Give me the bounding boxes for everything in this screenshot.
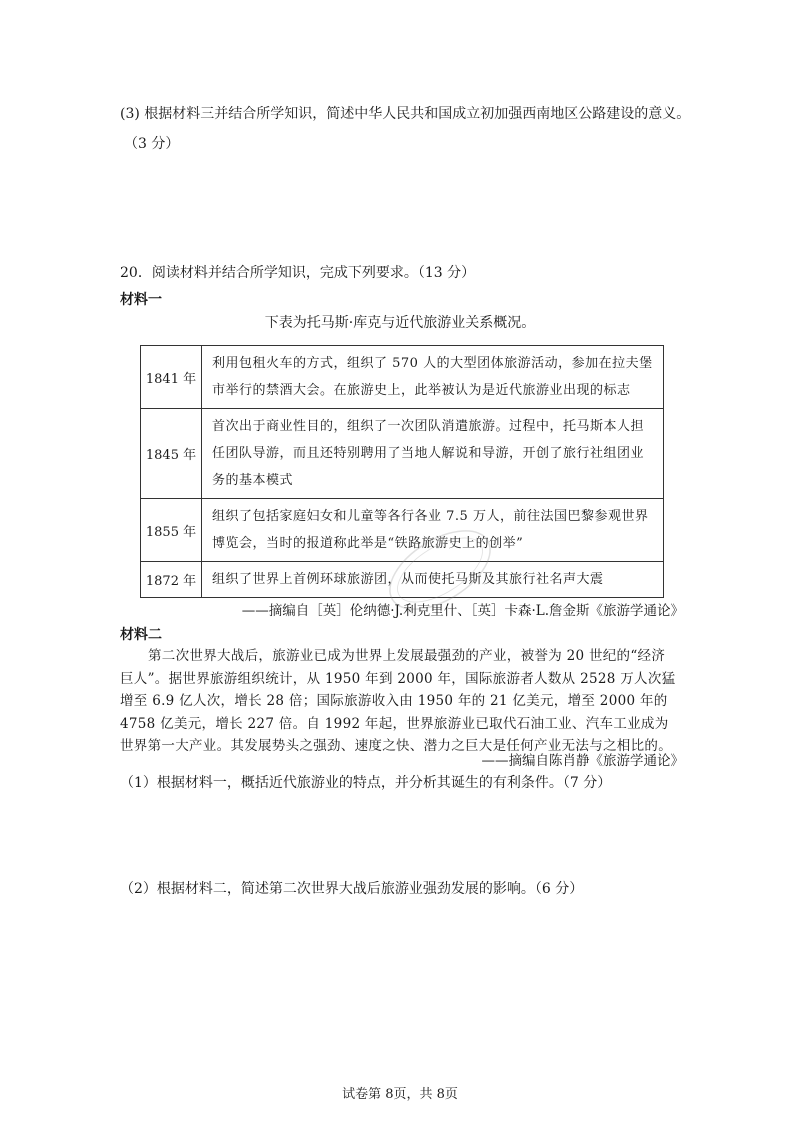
description-cell: 利用包租火车的方式，组织了 570 人的大型团体旅游活动，参加在拉夫堡市举行的禁酒大会。在旅游史上，此举被认为是近代旅游业出现的标志 bbox=[202, 346, 664, 409]
page-footer: 试卷第 8页，共 8页 bbox=[342, 1087, 458, 1102]
year-cell: 1872 年 bbox=[141, 562, 202, 598]
year-cell: 1845 年 bbox=[141, 409, 202, 499]
question-3-score: （3 分） bbox=[124, 136, 180, 152]
material-2-source: ——摘编自陈肖静《旅游学通论》 bbox=[481, 753, 684, 769]
year-cell: 1841 年 bbox=[141, 346, 202, 409]
description-cell: 组织了包括家庭妇女和儿童等各行各业 7.5 万人，前往法国巴黎参观世界博览会，当时的报道称此举是“铁路旅游史上的创举” bbox=[202, 499, 664, 562]
sub-question-1: （1）根据材料一，概括近代旅游业的特点，并分析其诞生的有利条件。（7 分） bbox=[120, 775, 612, 791]
description-cell: 首次出于商业性目的，组织了一次团队消遣旅游。过程中，托马斯本人担任团队导游，而且还特别聘用了当地人解说和导游，开创了旅行社组团业务的基本模式 bbox=[202, 409, 664, 499]
material-2-body: 第二次世界大战后，旅游业已成为世界上发展最强劲的产业，被誉为 20 世纪的“经济巨人”。据世界旅游组织统计，从 1950 年到 2000 年，国际旅游者人数从 2528 万人次猛增至 6.9 亿人次，增长 28 倍；国际旅游收入由 1950 年的 21 亿美元，增至 2000 年的 4758 亿美元，增长 227 倍。自 1992 年起，世界旅游业已取代石油工业、汽车工业成为世界第一大产业。其发展势头之强劲、速度之快、潜力之巨大是任何产业无法与之相比的。 bbox=[120, 648, 676, 754]
table-row bbox=[141, 346, 664, 409]
question-20-title: 20．阅读材料并结合所学知识，完成下列要求。（13 分） bbox=[120, 265, 476, 281]
description-cell: 组织了世界上首例环球旅游团，从而使托马斯及其旅行社名声大震 bbox=[202, 562, 664, 598]
table-row bbox=[141, 409, 664, 499]
question-3-text: (3) 根据材料三并结合所学知识，简述中华人民共和国成立初加强西南地区公路建设的意义。 bbox=[120, 106, 691, 122]
sub-question-2: （2）根据材料二，简述第二次世界大战后旅游业强劲发展的影响。（6 分） bbox=[120, 881, 584, 897]
material-1-heading: 材料一 bbox=[120, 292, 162, 308]
table-caption: 下表为托马斯·库克与近代旅游业关系概况。 bbox=[264, 315, 536, 331]
material-1-source: ——摘编自［英］伦纳德·J.利克里什、［英］卡森·L.詹金斯《旅游学通论》 bbox=[241, 603, 684, 619]
year-cell: 1855 年 bbox=[141, 499, 202, 562]
material-2-heading: 材料二 bbox=[120, 627, 162, 643]
